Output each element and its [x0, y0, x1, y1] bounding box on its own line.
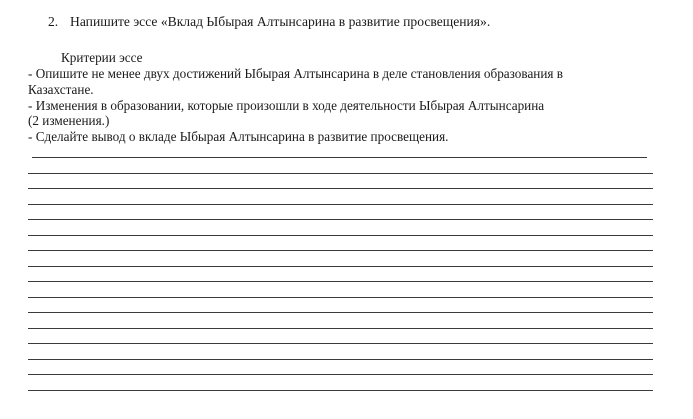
- criteria-line: - Изменения в образовании, которые произошли в ходе деятельности Ыбырая Алтынсарина: [28, 97, 545, 113]
- answer-line: [28, 312, 653, 313]
- task-text: Напишите эссе «Вклад Ыбырая Алтынсарина в развитие просвещения».: [70, 14, 491, 29]
- task-number: 2.: [48, 14, 59, 29]
- answer-line: [32, 157, 647, 158]
- answer-line: [28, 235, 653, 236]
- answer-line: [28, 266, 653, 267]
- answer-line: [28, 250, 653, 251]
- answer-lines: [28, 0, 653, 419]
- answer-line: [28, 297, 653, 298]
- criteria-line: (2 изменения.): [28, 113, 110, 129]
- answer-line: [28, 359, 653, 360]
- criteria-title: Критерии эссе: [61, 50, 143, 65]
- answer-line: [28, 204, 653, 205]
- answer-line: [28, 343, 653, 344]
- criteria-line: Казахстане.: [28, 81, 94, 97]
- answer-line: [28, 328, 653, 329]
- answer-line: [28, 374, 653, 375]
- criteria-line: - Сделайте вывод о вкладе Ыбырая Алтынсарина в развитие просвещения.: [28, 129, 449, 145]
- answer-line: [28, 173, 653, 174]
- answer-line: [28, 390, 653, 391]
- criteria-line: - Опишите не менее двух достижений Ыбырая Алтынсарина в деле становления образования в: [28, 66, 563, 81]
- answer-line: [28, 281, 653, 282]
- answer-line: [28, 188, 653, 189]
- answer-line: [28, 219, 653, 220]
